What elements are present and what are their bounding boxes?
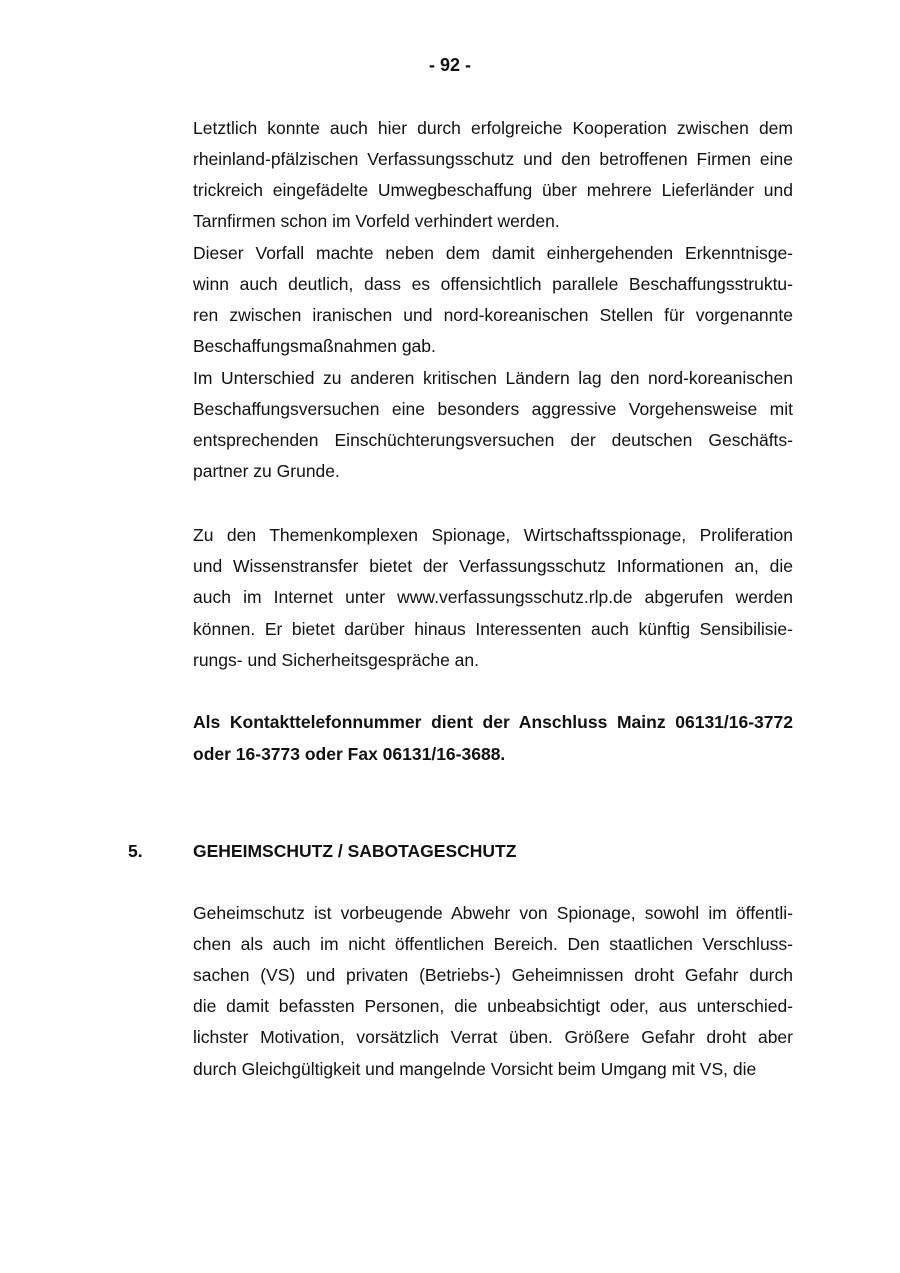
text-line: auch im Internet unter www.verfassungsschutz.rlp.de abgerufen werden bbox=[193, 587, 793, 607]
section-number: 5. bbox=[128, 841, 143, 861]
contact-line: Als Kontakttelefonnummer dient der Anschluss Mainz 06131/16-3772 bbox=[193, 712, 793, 732]
text-line: rheinland-pfälzischen Verfassungsschutz und den betroffenen Firmen eine bbox=[193, 149, 793, 169]
text-line: rungs- und Sicherheitsgespräche an. bbox=[193, 650, 480, 670]
text-line: Tarnfirmen schon im Vorfeld verhindert werden. bbox=[193, 211, 560, 231]
section-title: GEHEIMSCHUTZ / SABOTAGESCHUTZ bbox=[193, 841, 517, 861]
text-line: die damit befassten Personen, die unbeabsichtigt oder, aus unterschied- bbox=[193, 996, 793, 1016]
text-line: Geheimschutz ist vorbeugende Abwehr von Spionage, sowohl im öffentli- bbox=[193, 903, 793, 923]
text-line: chen als auch im nicht öffentlichen Bereich. Den staatlichen Verschluss- bbox=[193, 934, 793, 954]
text-line: Im Unterschied zu anderen kritischen Ländern lag den nord-koreanischen bbox=[193, 368, 793, 388]
text-line: durch Gleichgültigkeit und mangelnde Vorsicht beim Umgang mit VS, die bbox=[193, 1059, 757, 1079]
text-line: ren zwischen iranischen und nord-koreanischen Stellen für vorgenannte bbox=[193, 305, 793, 325]
text-line: trickreich eingefädelte Umwegbeschaffung über mehrere Lieferländer und bbox=[193, 180, 793, 200]
text-line: Beschaffungsversuchen eine besonders aggressive Vorgehensweise mit bbox=[193, 399, 793, 419]
text-line: Beschaffungsmaßnahmen gab. bbox=[193, 336, 436, 356]
text-line: und Wissenstransfer bietet der Verfassungsschutz Informationen an, die bbox=[193, 556, 793, 576]
text-line: können. Er bietet darüber hinaus Interessenten auch künftig Sensibilisie- bbox=[193, 619, 793, 639]
text-line: Letztlich konnte auch hier durch erfolgreiche Kooperation zwischen dem bbox=[193, 118, 793, 138]
text-line: entsprechenden Einschüchterungsversuchen der deutschen Geschäfts- bbox=[193, 430, 793, 450]
text-line: Zu den Themenkomplexen Spionage, Wirtschaftsspionage, Proliferation bbox=[193, 525, 793, 545]
contact-line: oder 16-3773 oder Fax 06131/16-3688. bbox=[193, 744, 506, 764]
text-line: sachen (VS) und privaten (Betriebs-) Geheimnissen droht Gefahr durch bbox=[193, 965, 793, 985]
text-line: lichster Motivation, vorsätzlich Verrat üben. Größere Gefahr droht aber bbox=[193, 1027, 793, 1047]
page-number: - 92 - bbox=[428, 55, 471, 75]
text-line: Dieser Vorfall machte neben dem damit einhergehenden Erkenntnisge- bbox=[193, 243, 793, 263]
text-line: partner zu Grunde. bbox=[193, 461, 340, 481]
text-line: winn auch deutlich, dass es offensichtlich parallele Beschaffungsstruktu- bbox=[193, 274, 793, 294]
